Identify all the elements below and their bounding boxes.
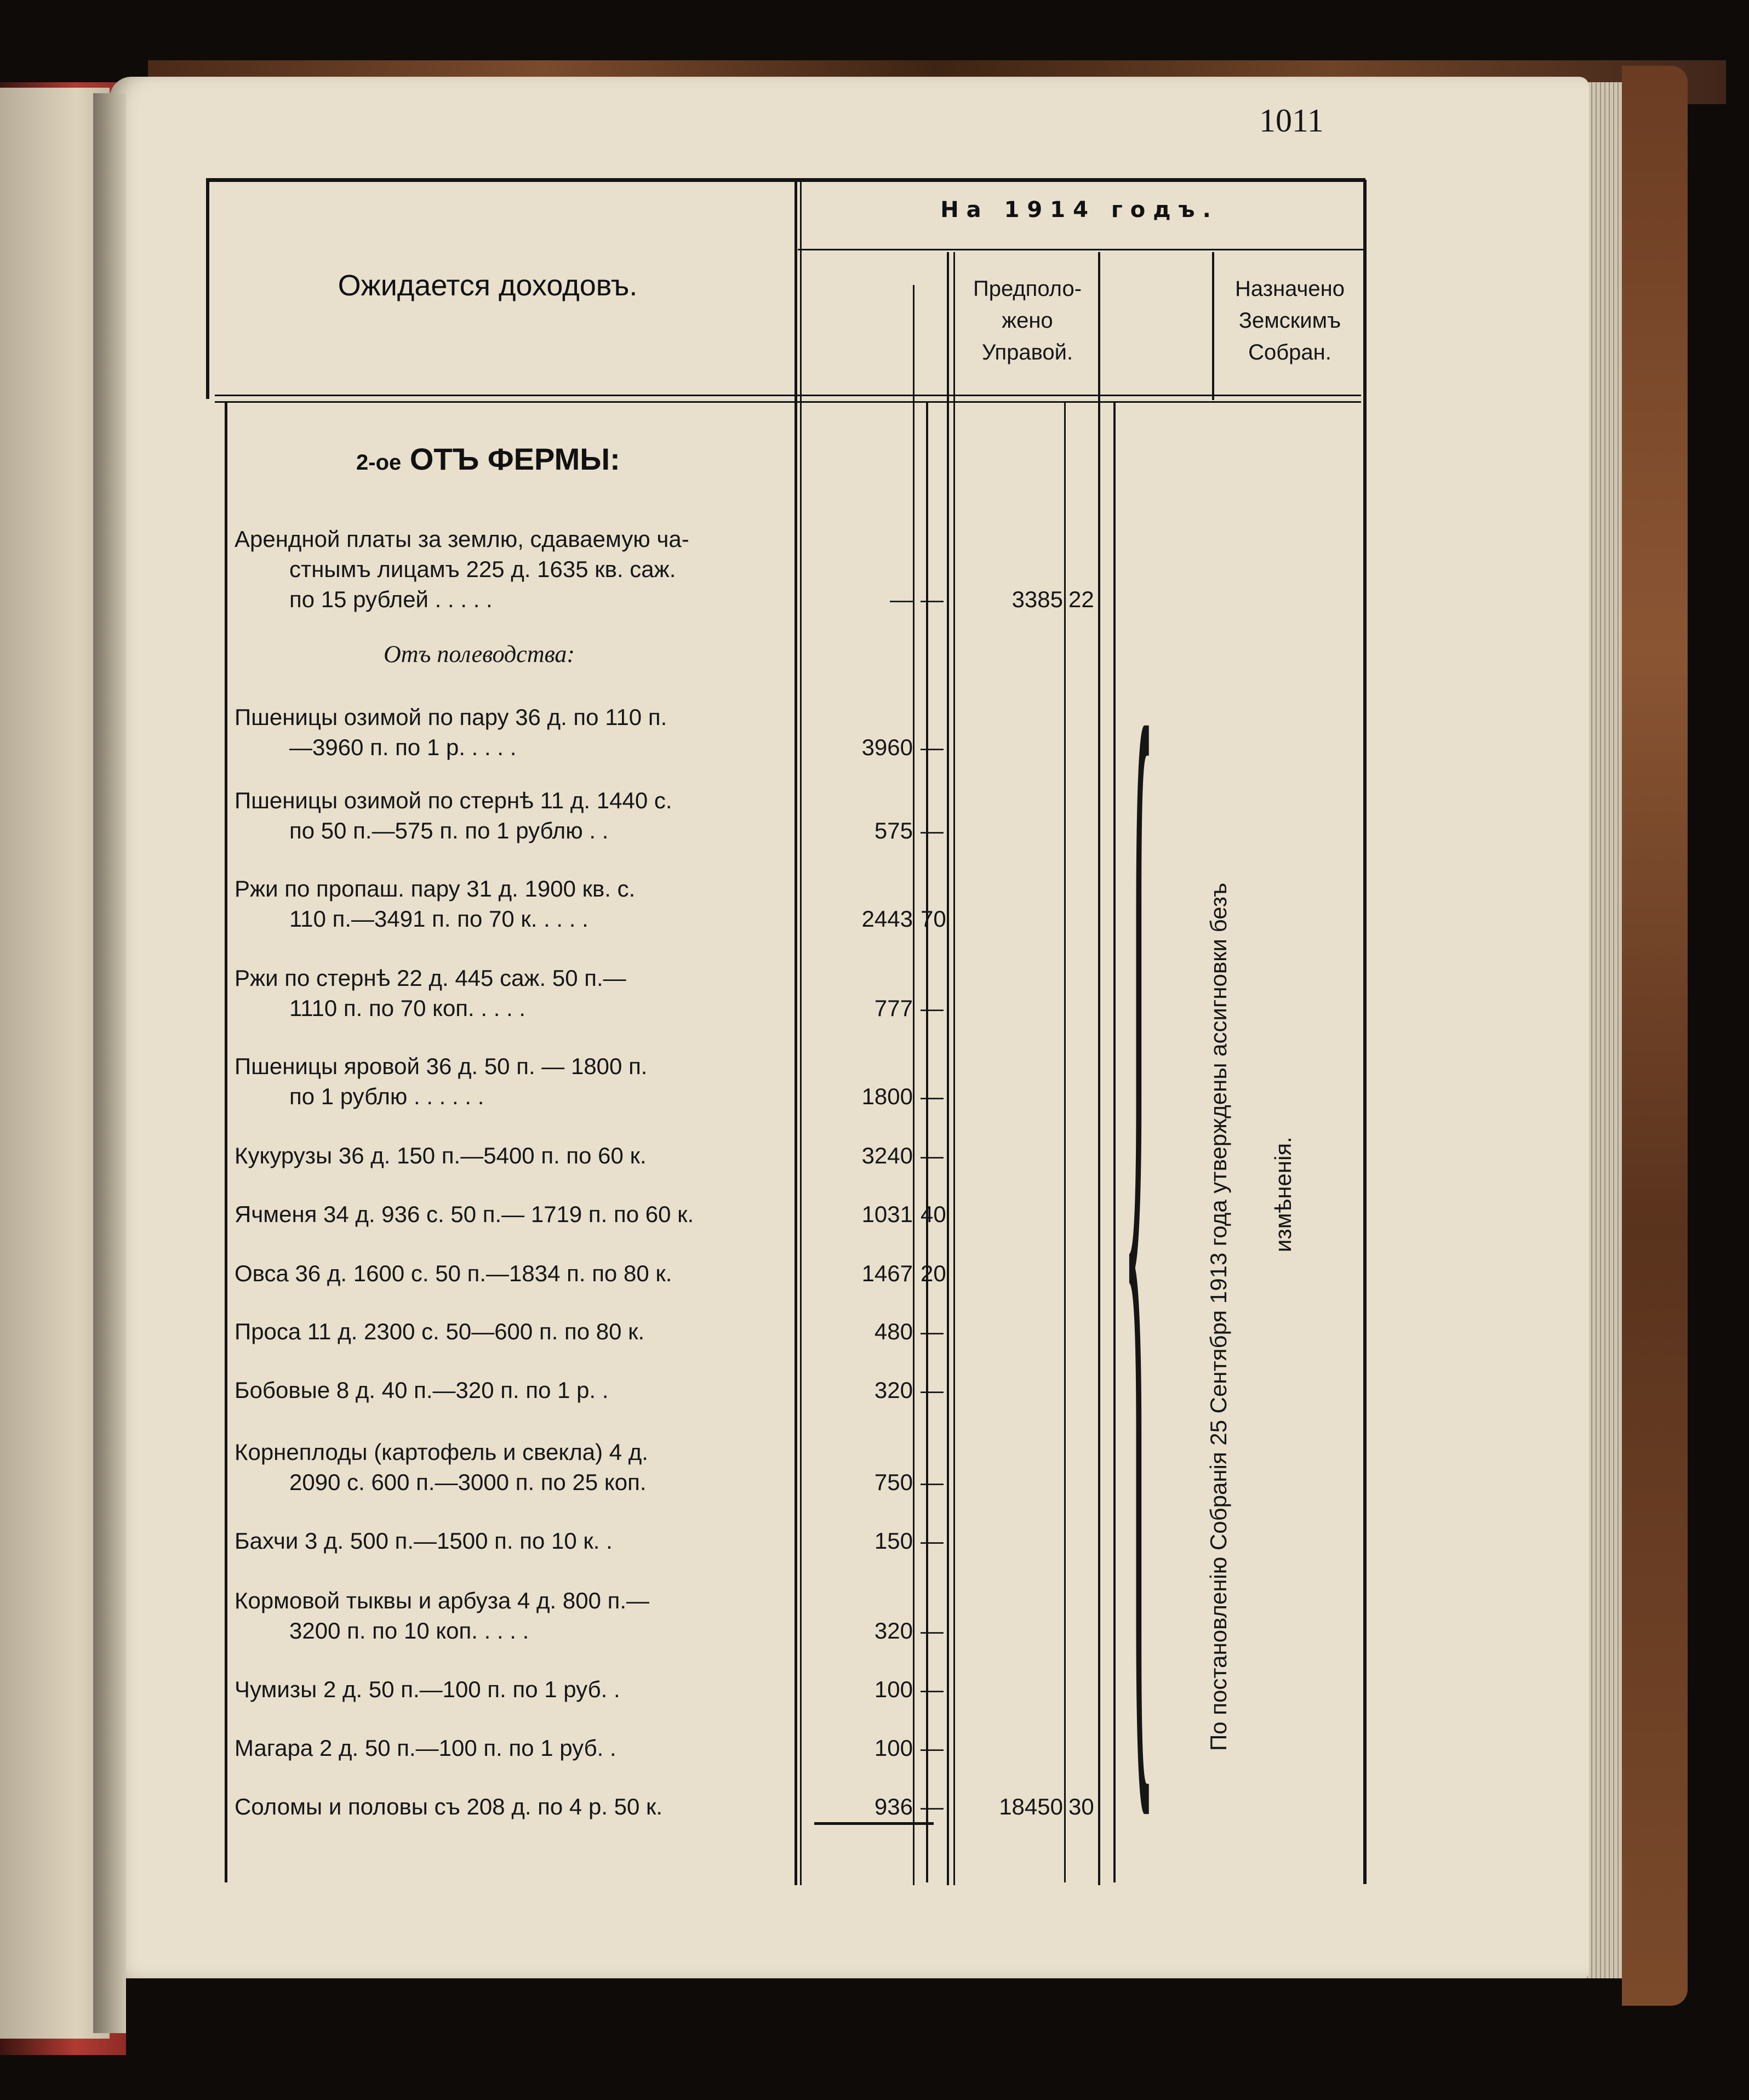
kop-value: — — [921, 818, 944, 843]
section-title: 2-ое ОТЪ ФЕРМЫ: — [356, 442, 620, 476]
row-text: 2090 с. 600 п.—3000 п. по 25 коп. — [289, 1469, 647, 1495]
row-text: Пшеницы яровой 36 д. 50 п. — 1800 п. — [235, 1053, 648, 1079]
rub-value: 100 — [874, 1735, 913, 1761]
kop-value: 40 — [921, 1201, 946, 1227]
header-assigned: Назначено Земскимъ Собран. — [1235, 277, 1345, 364]
row-text: Пшеницы озимой по пару 36 д. по 110 п. — [235, 704, 667, 730]
rub-value: 480 — [874, 1319, 913, 1344]
row-text: Ячменя 34 д. 936 с. 50 п.— 1719 п. по 60 к. — [235, 1201, 694, 1227]
header-rule-1 — [215, 395, 1361, 396]
rub-value: 1467 — [861, 1260, 913, 1286]
rub-value: 100 — [874, 1676, 913, 1702]
col-divider-1b — [800, 181, 802, 1885]
rub-value: 1800 — [861, 1083, 913, 1109]
total-kop-value: 30 — [1068, 1794, 1094, 1819]
book-cover-right — [1622, 66, 1688, 2006]
header-year: На 1914 годъ. — [940, 197, 1219, 222]
row-text: Арендной платы за землю, сдаваемую ча- — [235, 526, 689, 552]
row-text: Пшеницы озимой по стернѣ 11 д. 1440 с. — [235, 787, 672, 813]
kop-value: — — [921, 1794, 944, 1819]
rub-value: — — [890, 586, 913, 612]
row-text: Проса 11 д. 2300 с. 50—600 п. по 80 к. — [235, 1319, 645, 1344]
side-note-line-1: По постановленію Собранія 25 Сентября 1913 года утверждены ассигновки безъ — [1205, 882, 1231, 1751]
frame-right — [1363, 180, 1367, 1884]
total-rub-value: 18450 — [999, 1794, 1063, 1819]
side-brace: { — [1123, 466, 1155, 1923]
sum-underline — [814, 1822, 934, 1825]
row-text: Кукурузы 36 д. 150 п.—5400 п. по 60 к. — [235, 1143, 647, 1168]
kop-value: — — [921, 1735, 944, 1761]
rub-value: 2443 — [861, 906, 913, 932]
book-gutter — [93, 93, 126, 2033]
row-text: Бахчи 3 д. 500 п.—1500 п. по 10 к. . — [235, 1528, 613, 1554]
row-text: 1110 п. по 70 коп. . . . . — [289, 995, 526, 1021]
kop-value: — — [921, 586, 944, 612]
row-text: Бобовые 8 д. 40 п.—320 п. по 1 р. . — [235, 1377, 609, 1403]
kop-value: — — [921, 734, 944, 760]
kop-value: — — [921, 995, 944, 1021]
col-divider-3b — [1113, 403, 1116, 1882]
col-divider-3a — [1098, 252, 1100, 1885]
rub-value: 750 — [874, 1469, 913, 1495]
rub-value: 3240 — [861, 1143, 913, 1168]
row-text: Магара 2 д. 50 п.—100 п. по 1 руб. . — [235, 1735, 616, 1761]
col-divider-2b — [953, 252, 955, 1885]
kop-value: — — [921, 1528, 944, 1554]
row-text: по 50 п.—575 п. по 1 рублю . . — [289, 818, 609, 843]
rub-value: 575 — [874, 818, 913, 843]
kop-divider-2 — [1064, 403, 1066, 1882]
kop-value: — — [921, 1319, 944, 1344]
col-divider-1a — [795, 181, 797, 1885]
kop-value: — — [921, 1469, 944, 1495]
row-text: Ржи по стернѣ 22 д. 445 саж. 50 п.— — [235, 965, 626, 991]
kop-value: — — [921, 1618, 944, 1644]
total-rub-value: 3385 — [1011, 586, 1063, 612]
rub-value: 320 — [874, 1618, 913, 1644]
kop-value: — — [921, 1143, 944, 1168]
rub-value: 1031 — [861, 1201, 913, 1227]
header-proposed: Предполо- жено Управой. — [973, 277, 1082, 364]
row-text: Чумизы 2 д. 50 п.—100 п. по 1 руб. . — [235, 1676, 620, 1702]
table-top-rule — [206, 178, 1365, 182]
rub-value: 150 — [874, 1528, 913, 1554]
kop-value: — — [921, 1083, 944, 1109]
rub-value: 3960 — [861, 734, 913, 760]
kop-value: 20 — [921, 1260, 946, 1286]
row-text: стнымъ лицамъ 225 д. 1635 кв. саж. — [289, 556, 676, 582]
row-text: по 1 рублю . . . . . . — [289, 1083, 484, 1109]
row-text: —3960 п. по 1 р. . . . . — [289, 734, 517, 760]
row-text: 3200 п. по 10 коп. . . . . — [289, 1618, 529, 1644]
row-text: 110 п.—3491 п. по 70 к. . . . . — [289, 906, 588, 932]
row-text: Кормовой тыквы и арбуза 4 д. 800 п.— — [235, 1588, 650, 1613]
row-text: по 15 рублей . . . . . — [289, 586, 493, 612]
year-underline — [798, 249, 1365, 250]
row-text: Соломы и половы съ 208 д. по 4 р. 50 к. — [235, 1794, 663, 1819]
header-expected: Ожидается доходовъ. — [338, 269, 638, 302]
rub-value: 936 — [874, 1794, 913, 1819]
rub-value: 777 — [874, 995, 913, 1021]
row-text: Овса 36 д. 1600 с. 50 п.—1834 п. по 80 к. — [235, 1260, 672, 1286]
kop-value: — — [921, 1377, 944, 1403]
subsection-title: Отъ полеводства: — [384, 641, 575, 667]
frame-left — [225, 403, 227, 1882]
rub-value: 320 — [874, 1377, 913, 1403]
kop-divider-1 — [913, 285, 914, 1885]
kop-value: — — [921, 1676, 944, 1702]
total-kop-value: 22 — [1068, 586, 1094, 612]
row-text: Корнеплоды (картофель и свекла) 4 д. — [235, 1439, 648, 1465]
header-rule-2 — [215, 401, 1361, 403]
row-text: Ржи по пропаш. пару 31 д. 1900 кв. с. — [235, 876, 636, 901]
page-number: 1011 — [1259, 102, 1324, 139]
side-note-line-2: измѣненія. — [1270, 1137, 1296, 1252]
kop-value: 70 — [921, 906, 946, 932]
